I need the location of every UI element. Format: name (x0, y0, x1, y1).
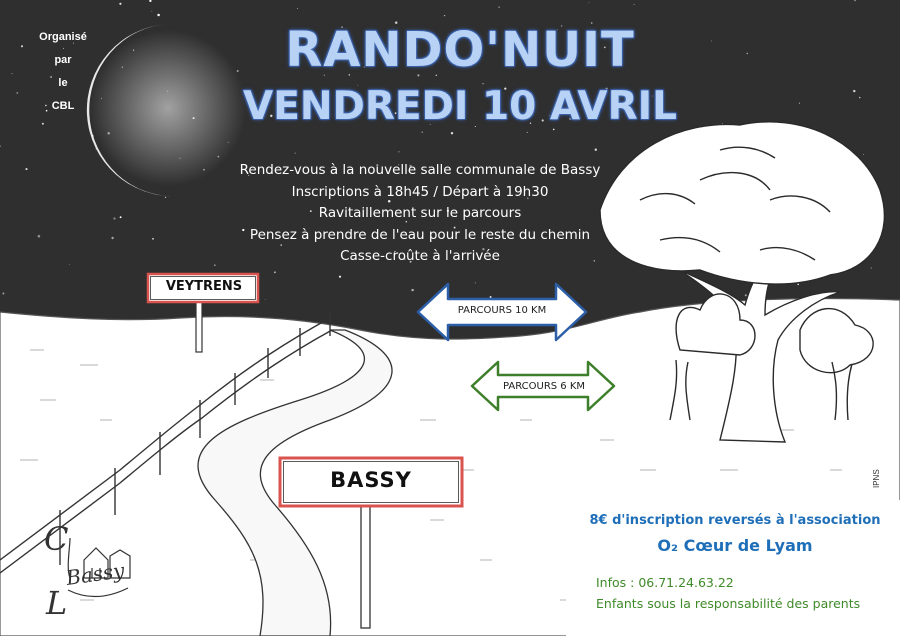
veytrens-sign-label: VEYTRENS (165, 279, 243, 294)
route-6km-label: PARCOURS 6 KM (502, 381, 586, 392)
star (120, 216, 122, 218)
star (274, 271, 276, 273)
star (398, 151, 399, 152)
organizer-note (30, 26, 96, 118)
veytrens-sign-post (196, 300, 202, 352)
star (746, 53, 747, 54)
star (595, 148, 597, 150)
star (265, 299, 266, 300)
star (451, 132, 453, 134)
star (634, 4, 635, 5)
contact-phone: Infos : 06.71.24.63.22 (596, 575, 734, 590)
organizer-line: CBL (51, 100, 75, 112)
star (498, 7, 499, 8)
star (745, 294, 747, 296)
star (69, 264, 70, 265)
star (38, 235, 41, 238)
star (490, 296, 492, 298)
star (527, 132, 528, 133)
star (853, 90, 855, 92)
event-title: RANDO'NUIT (285, 22, 635, 78)
star (799, 103, 800, 104)
star (297, 8, 298, 9)
star (25, 168, 27, 170)
logo-word: Bassy (64, 558, 126, 590)
bassy-sign-post (361, 500, 370, 628)
star (339, 276, 341, 278)
event-details (200, 160, 640, 268)
event-date: VENDREDI 10 AVRIL (243, 84, 677, 129)
contact-note: Enfants sous la responsabilité des parents (596, 596, 861, 611)
detail-line: Rendez-vous à la nouvelle salle communale de Bassy (239, 162, 601, 178)
star (151, 11, 152, 12)
bassy-sign-label: BASSY (330, 468, 412, 492)
route-10km-label: PARCOURS 10 KM (457, 305, 547, 316)
print-mark: IPNS (872, 469, 881, 488)
fee-note: 8€ d'inscription reversés à l'association (589, 513, 881, 528)
star (119, 3, 121, 5)
organizer-line: le (58, 77, 68, 89)
contact-info (596, 572, 896, 614)
star (111, 237, 113, 239)
star (444, 15, 445, 16)
star (157, 14, 160, 17)
star (475, 282, 476, 283)
star (797, 284, 798, 285)
detail-line: Casse-croûte à l'arrivée (340, 248, 500, 264)
detail-line: Inscriptions à 18h45 / Départ à 19h30 (291, 183, 549, 200)
star (16, 92, 18, 94)
detail-line: Ravitaillement sur le parcours (318, 205, 522, 221)
star (295, 153, 296, 154)
star (165, 197, 166, 198)
star (42, 123, 44, 125)
star (152, 238, 154, 240)
association-name: O₂ Cœur de Lyam (657, 536, 813, 555)
star (21, 45, 23, 47)
star (863, 154, 864, 155)
star (859, 97, 861, 99)
detail-line: Pensez à prendre de l'eau pour le reste du chemin (249, 226, 591, 243)
logo-letter-l: L (46, 584, 68, 622)
organizer-line: Organisé (39, 31, 87, 43)
star (589, 2, 590, 3)
logo-letter-c: C (44, 520, 69, 558)
star (12, 73, 13, 74)
star (411, 289, 413, 291)
star (871, 267, 872, 268)
star (113, 217, 115, 219)
organizer-line: par (54, 54, 72, 66)
star (422, 131, 423, 132)
star (2, 293, 4, 295)
